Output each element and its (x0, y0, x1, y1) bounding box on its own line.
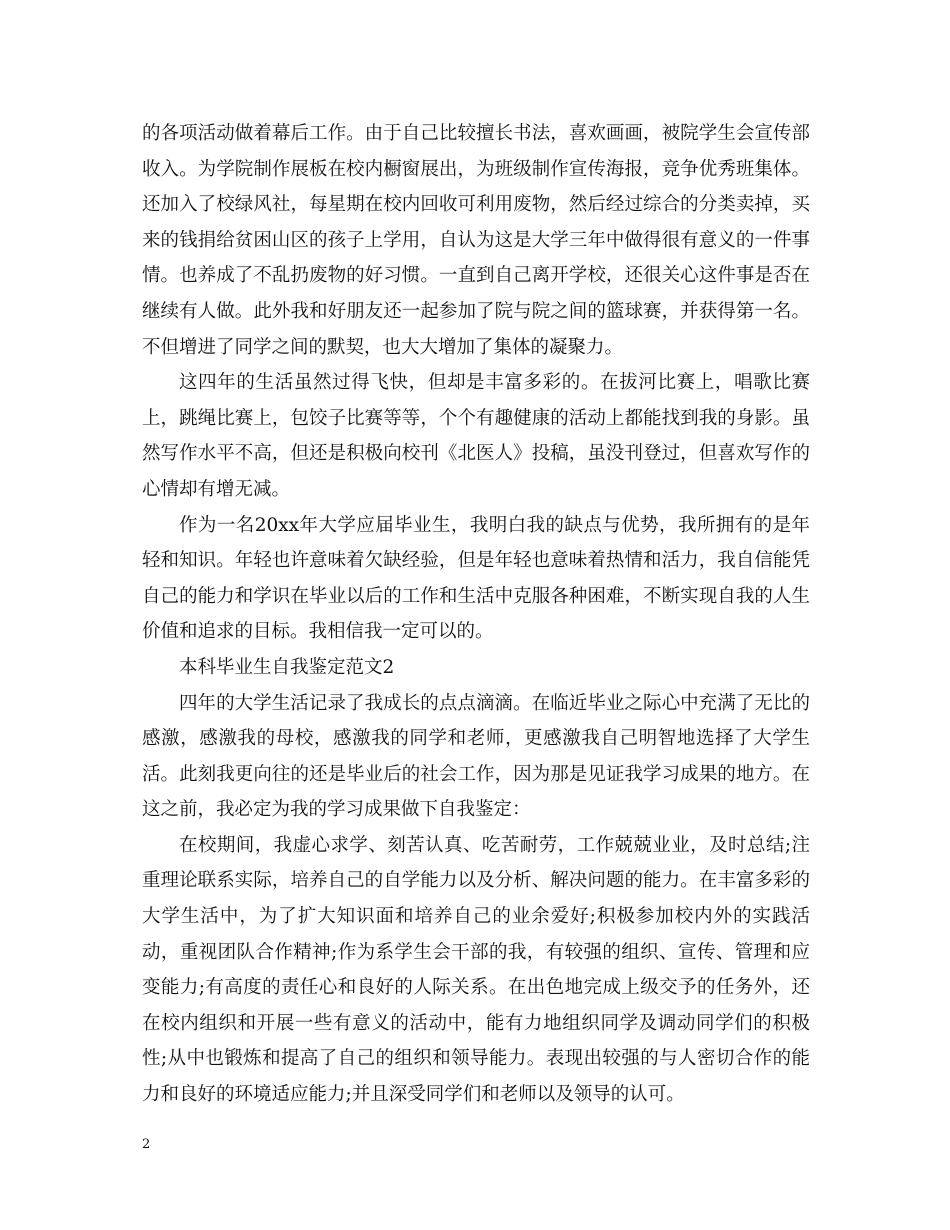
paragraph-study: 在校期间，我虚心求学、刻苦认真、吃苦耐劳，工作兢兢业业，及时总结;注重理论联系实际，培养自己的自学能力以及分析、解决问题的能力。在丰富多彩的大学生活中，为了扩大知识面和培养自己的业余爱好;积极参加校内外的实践活动，重视团队合作精神;作为系学生会干部的我，有较强的组织、宣传、管理和应变能力;有高度的责任心和良好的人际关系。在出色地完成上级交予的任务外，还在校内组织和开展一些有意义的活动中，能有力地组织同学及调动同学们的积极性;从中也锻炼和提高了自己的组织和领导能力。表现出较强的与人密切合作的能力和良好的环境适应能力;并且深受同学们和老师以及领导的认可。 (142, 834, 810, 1106)
document-body (142, 116, 810, 1113)
page-number: 2 (142, 1137, 151, 1152)
paragraph-memories: 四年的大学生活记录了我成长的点点滴滴。在临近毕业之际心中充满了无比的感激，感激我的母校，感激我的同学和老师，更感激我自己明智地选择了大学生活。此刻我更向往的还是毕业后的社会工作，因为那是见证我学习成果的地方。在这之前，我必定为我的学习成果做下自我鉴定： (142, 692, 810, 821)
section-heading: 本科毕业生自我鉴定范文2 (179, 656, 395, 678)
paragraph-graduate: 作为一名20xx年大学应届毕业生，我明白我的缺点与优势，我所拥有的是年轻和知识。年轻也许意味着欠缺经验，但是年轻也意味着热情和活力，我自信能凭自己的能力和学识在毕业以后的工作和生活中克服各种困难，不断实现自我的人生价值和追求的目标。我相信我一定可以的。 (142, 514, 810, 643)
paragraph-life: 这四年的生活虽然过得飞快，但却是丰富多彩的。在拔河比赛上，唱歌比赛上，跳绳比赛上，包饺子比赛等等，个个有趣健康的活动上都能找到我的身影。虽然写作水平不高，但还是积极向校刊《北医人》投稿，虽没刊登过，但喜欢写作的心情却有增无减。 (142, 372, 810, 500)
paragraph-continued: 的各项活动做着幕后工作。由于自己比较擅长书法，喜欢画画，被院学生会宣传部收入。为学院制作展板在校内橱窗展出，为班级制作宣传海报，竞争优秀班集体。还加入了校绿风社，每星期在校内回收可利用废物，然后经过综合的分类卖掉，买来的钱捐给贫困山区的孩子上学用，自认为这是大学三年中做得很有意义的一件事情。也养成了不乱扔废物的好习惯。一直到自己离开学校，还很关心这件事是否在继续有人做。此外我和好朋友还一起参加了院与院之间的篮球赛，并获得第一名。不但增进了同学之间的默契，也大大增加了集体的凝聚力。 (142, 123, 810, 358)
